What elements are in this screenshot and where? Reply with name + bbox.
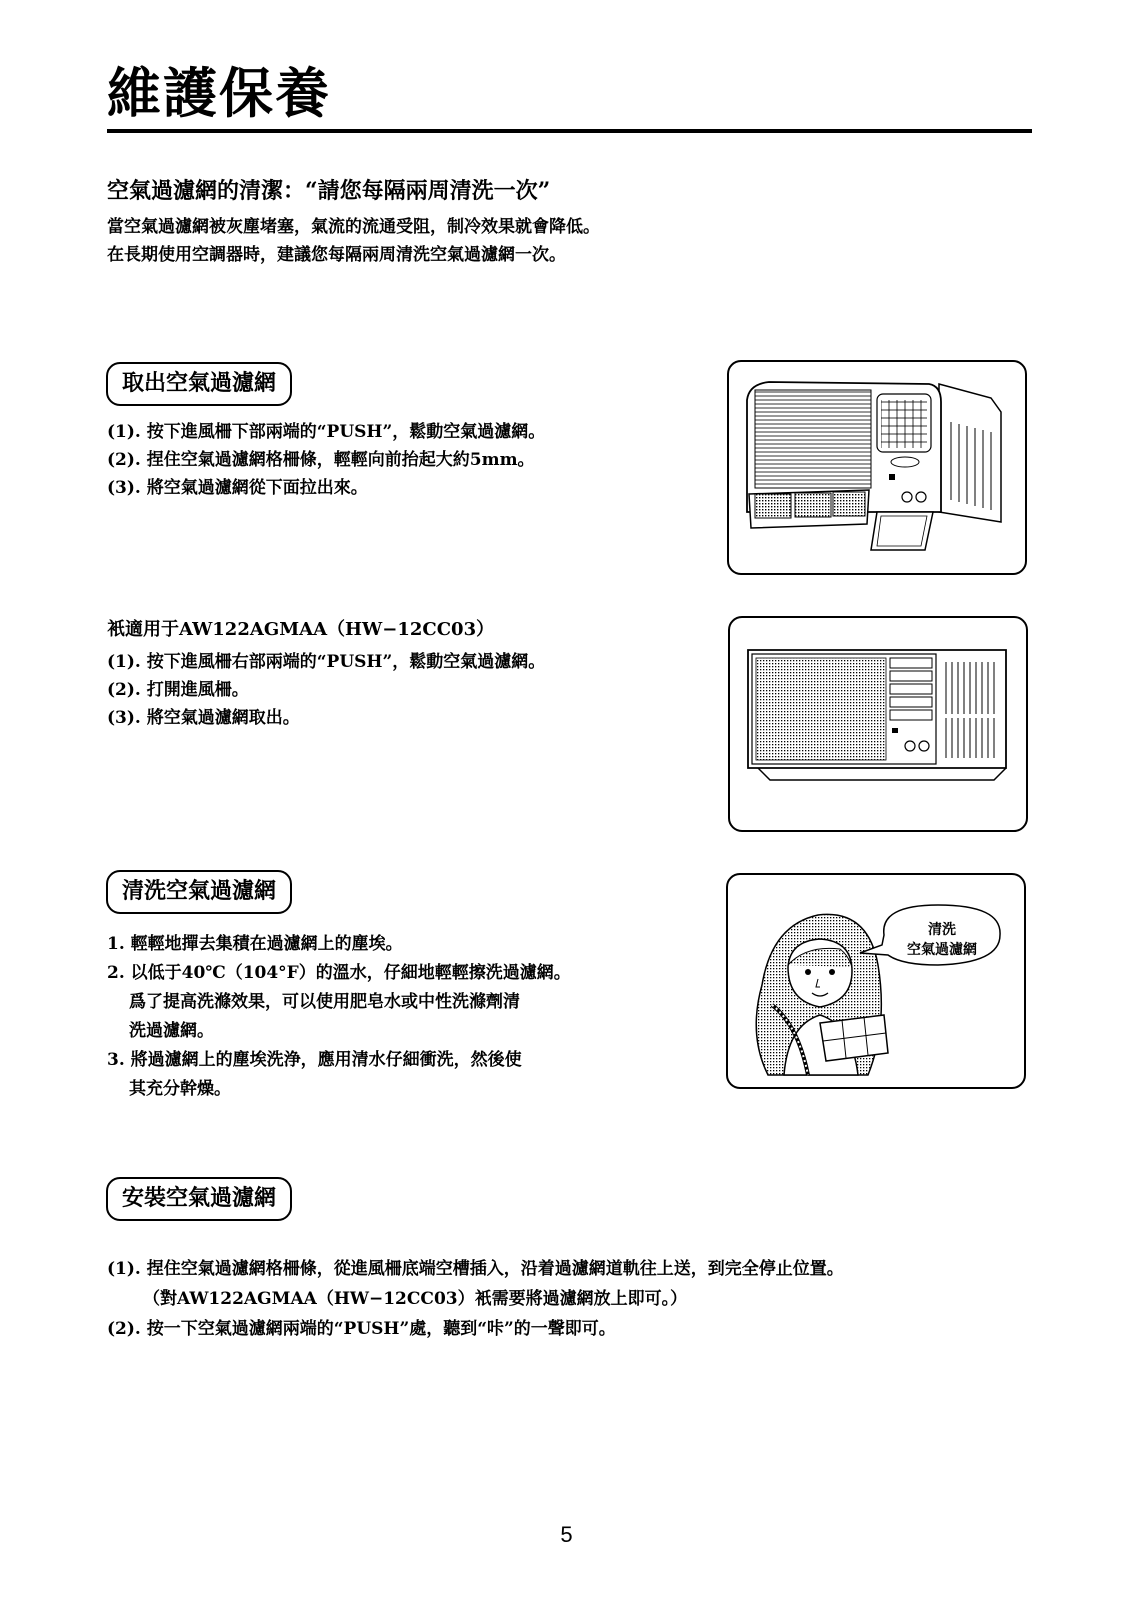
section-label-install-filter: 安裝空氣過濾網	[106, 1177, 292, 1221]
intro-heading: 空氣過濾網的清潔：“請您每隔兩周清洗一次”	[107, 178, 551, 204]
section-label-clean-filter: 清洗空氣過濾網	[106, 870, 292, 914]
intro-line: 當空氣過濾網被灰塵堵塞，氣流的流通受阻，制冷效果就會降低。	[107, 217, 600, 237]
ac-unit-illustration	[729, 362, 1025, 573]
step-item: 1. 輕輕地撣去集積在過濾網上的塵埃。	[107, 934, 403, 954]
page-number: 5	[560, 1522, 573, 1547]
intro-line: 在長期使用空調器時，建議您每隔兩周清洗空氣過濾網一次。	[107, 245, 566, 265]
step-item: 3. 將過濾網上的塵埃洗浄，應用清水仔細衝洗，然後使	[107, 1050, 522, 1070]
intro-text	[107, 213, 600, 269]
bubble-text-line1: 清洗	[928, 922, 956, 938]
girl-cleaning-illustration	[728, 875, 1024, 1087]
step-item: 其充分幹燥。	[129, 1079, 231, 1099]
bubble-text-line2: 空氣過濾網	[907, 942, 977, 958]
install-filter-steps	[107, 1254, 844, 1344]
page-title: 維護保養	[107, 61, 331, 125]
step-item: (2). 按一下空氣過濾網兩端的“PUSH”處，聽到“咔”的一聲即可。	[107, 1319, 616, 1339]
step-item: （對AW122AGMAA（HW−12CC03）衹需要將過濾網放上即可。）	[143, 1289, 688, 1309]
model-heading: 衹適用于AW122AGMAA（HW−12CC03）	[107, 619, 495, 640]
step-item: 2. 以低于40℃（104°F）的溫水，仔細地輕輕擦洗過濾網。	[107, 963, 571, 983]
remove-filter-steps	[107, 418, 545, 502]
figure-girl-cleaning-filter	[726, 873, 1026, 1089]
step-item: (1). 按下進風柵右部兩端的“PUSH”，鬆動空氣過濾網。	[107, 652, 546, 672]
section-label-remove-filter: 取出空氣過濾網	[106, 362, 292, 406]
title-rule	[107, 129, 1032, 133]
model-steps	[107, 648, 545, 732]
step-item: (3). 將空氣過濾網從下面拉出來。	[107, 478, 368, 498]
figure-ac-remove-filter	[727, 360, 1027, 575]
step-item: (3). 將空氣過濾網取出。	[107, 708, 300, 728]
step-item: (1). 按下進風柵下部兩端的“PUSH”，鬆動空氣過濾網。	[107, 422, 546, 442]
step-item: 洗過濾網。	[129, 1021, 214, 1041]
step-item: (2). 捏住空氣過濾網格柵條，輕輕向前抬起大約5mm。	[107, 450, 535, 470]
step-item: (1). 捏住空氣過濾網格柵條，從進風柵底端空槽插入，沿着過濾網道軌往上送，到完全停止位置。	[107, 1259, 844, 1279]
step-item: (2). 打開進風柵。	[107, 680, 249, 700]
figure-ac-window-unit	[728, 616, 1028, 832]
clean-filter-steps	[107, 930, 571, 1104]
step-item: 爲了提高洗滌效果，可以使用肥皂水或中性洗滌劑清	[129, 992, 520, 1012]
window-ac-illustration	[730, 618, 1026, 830]
